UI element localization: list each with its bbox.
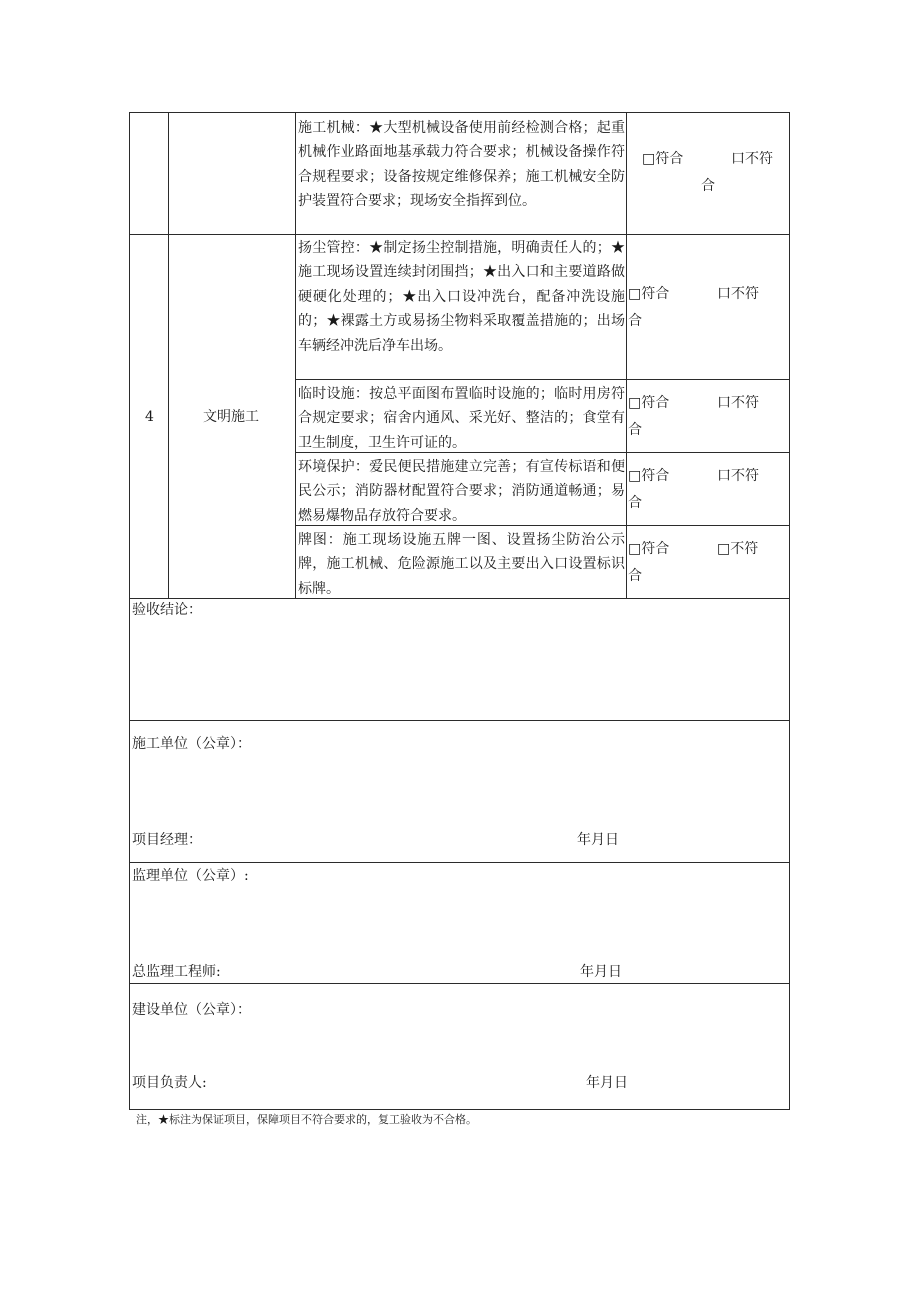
- project-manager-label: 项目经理：: [132, 832, 202, 848]
- option-conform-temp[interactable]: □符合: [628, 395, 670, 411]
- construction-date-label: 年月日: [577, 832, 619, 848]
- option-nonconform-machinery-cont: 合: [701, 178, 715, 194]
- option-conform-sign[interactable]: □符合: [628, 541, 670, 557]
- row-divider-1: [129, 234, 790, 235]
- row-content-temporary-facilities: 临时设施：按总平面图布置临时设施的；临时用房符合规定要求；宿舍内通风、采光好、整洁的；食堂有卫生制度，卫生许可证的。: [298, 386, 625, 451]
- item-number: 4: [145, 409, 154, 425]
- chief-supervisor-label: 总监理工程师:: [132, 964, 221, 980]
- option-nonconform-temp-cont: 合: [628, 422, 642, 438]
- conclusion-divider: [129, 720, 790, 721]
- owner-date-label: 年月日: [586, 1075, 628, 1091]
- owner-unit-label: 建设单位（公章）：: [132, 1002, 251, 1018]
- option-nonconform-dust[interactable]: 口不符: [717, 286, 759, 302]
- row-content-signboards: 牌图：施工现场设施五牌一图、设置扬尘防治公示牌，施工机械、危险源施工以及主要出入口设置标识标牌。: [298, 532, 625, 597]
- row-divider-2: [295, 379, 790, 380]
- table-border-right: [789, 112, 790, 1110]
- option-nonconform-sign[interactable]: □不符: [717, 541, 759, 557]
- option-nonconform-env-cont: 合: [628, 495, 642, 511]
- row-content-dust-control: 扬尘管控：★制定扬尘控制措施，明确责任人的；★施工现场设置连续封闭围挡；★出入口和主要道路做硬硬化处理的；★出入口设冲洗台，配备冲洗设施的；★裸露土方或易扬尘物料采取覆盖措施的；出场车辆经冲洗后净车出场。: [298, 240, 625, 354]
- table-border-top: [129, 112, 790, 113]
- footnote: 注，★标注为保证项目，保障项目不符合要求的，复工验收为不合格。: [136, 1113, 477, 1126]
- signature-divider-1: [129, 862, 790, 863]
- option-nonconform-temp[interactable]: 口不符: [717, 395, 759, 411]
- conclusion-label: 验收结论：: [132, 602, 202, 618]
- table-border-left: [129, 112, 130, 1110]
- option-nonconform-sign-cont: 合: [628, 568, 642, 584]
- construction-unit-label: 施工单位（公章）：: [132, 736, 251, 752]
- option-nonconform-dust-cont: 合: [628, 313, 642, 329]
- option-nonconform-machinery[interactable]: 口不符: [731, 151, 773, 167]
- conclusion-field[interactable]: [131, 624, 787, 718]
- col-divider-number: [168, 112, 169, 599]
- supervision-unit-label: 监理单位（公章）:: [132, 868, 249, 884]
- option-conform-dust[interactable]: □符合: [628, 286, 670, 302]
- option-conform-machinery[interactable]: □符合: [642, 151, 684, 167]
- supervision-date-label: 年月日: [580, 964, 622, 980]
- project-leader-label: 项目负责人:: [132, 1075, 207, 1091]
- row-content-environment: 环境保护：爱民便民措施建立完善；有宣传标语和便民公示；消防器材配置符合要求；消防通道畅通；易燃易爆物品存放符合要求。: [298, 459, 625, 524]
- option-nonconform-env[interactable]: 口不符: [717, 468, 759, 484]
- item-category: 文明施工: [203, 409, 259, 425]
- option-conform-env[interactable]: □符合: [628, 468, 670, 484]
- signature-divider-2: [129, 983, 790, 984]
- table-border-bottom: [129, 1109, 790, 1110]
- row-content-machinery: 施工机械：★大型机械设备使用前经检测合格；起重机械作业路面地基承载力符合要求；机械设备操作符合规程要求；设备按规定维修保养；施工机械安全防护装置符合要求；现场安全指挥到位。: [298, 120, 625, 210]
